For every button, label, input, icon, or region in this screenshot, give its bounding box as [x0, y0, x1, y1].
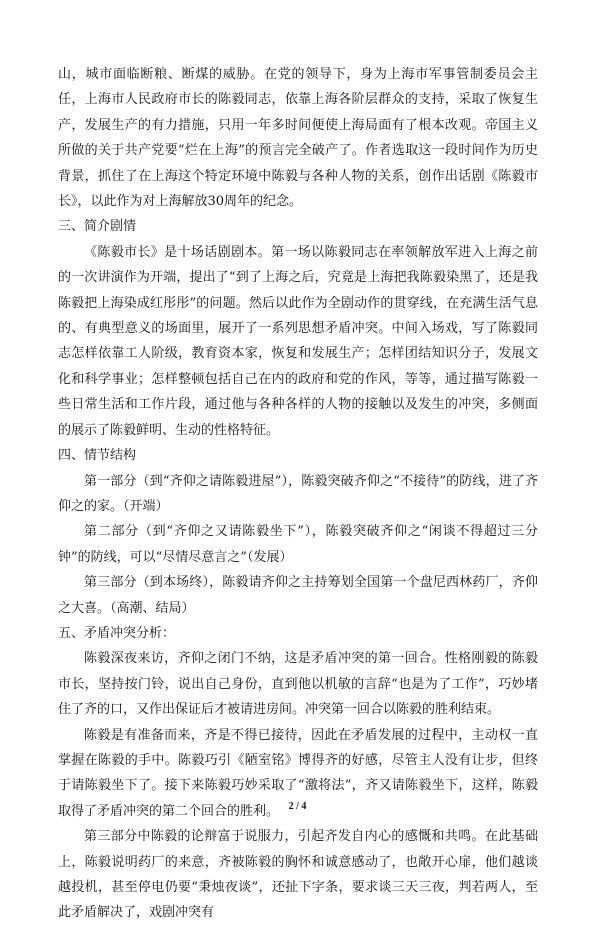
- section-heading-plot-summary: 三、简介剧情: [58, 219, 137, 235]
- paragraph-conflict-round-one: 陈毅深夜来访，齐仰之闭门不纳，这是矛盾冲突的第一回合。性格刚毅的陈毅市长，坚持按门铃，说出自己身份，直到他以机敏的言辞“也是为了工作”，巧妙堵住了齐的口，又作出保证后才被请进房间。冲突第一回合以陈毅的胜利结束。: [58, 651, 538, 718]
- page-number: 2 / 4: [288, 801, 307, 812]
- paragraph-conflict-round-two: 陈毅是有准备而来，齐是不得已接待，因此在矛盾发展的过程中，主动权一直掌握在陈毅的手中。陈毅巧引《陋室铭》博得齐的好感，尽管主人没有让步，但终于请陈毅坐下了。接下来陈毅巧妙采取了“激将法”，齐又请陈毅坐下，这样，陈毅取得了矛盾冲突的第二个回合的胜利。: [58, 727, 538, 819]
- section-heading-conflict-analysis: 五、矛盾冲突分析：: [58, 625, 176, 641]
- paragraph-part-one: 第一部分（到“齐仰之请陈毅进屋”），陈毅突破齐仰之“不接待”的防线，进了齐仰之的家。（开端）: [58, 473, 538, 514]
- paragraph-continuation: 山，城市面临断粮、断煤的威胁。在党的领导下，身为上海市军事管制委员会主任，上海市人民政府市长的陈毅同志，依靠上海各阶层群众的支持，采取了恢复生产，发展生产的有力措施，只用一年多时间便使上海局面有了根本改观。帝国主义所做的关于共产党要“烂在上海”的预言完全破产了。作者选取这一段时间作为历史背景，抓住了在上海这个特定环境中陈毅与各种人物的关系，创作出话剧《陈毅市长》，以此作为对上海解放30周年的纪念。: [58, 67, 538, 210]
- paragraph-part-three: 第三部分（到本场终），陈毅请齐仰之主持筹划全国第一个盘尼西林药厂，齐仰之大喜。（高潮、结局）: [58, 575, 538, 616]
- document-body: [58, 62, 538, 926]
- paragraph-part-two: 第二部分（到“齐仰之又请陈毅坐下”），陈毅突破齐仰之“闲谈不得超过三分钟”的防线，可以“尽情尽意言之”（发展）: [58, 524, 538, 565]
- paragraph-plot-summary: 《陈毅市长》是十场话剧剧本。第一场以陈毅同志在率领解放军进入上海之前的一次讲演作为开端，提出了“到了上海之后，究竟是上海把我陈毅染黑了，还是我陈毅把上海染成红彤彤”的问题。然后以此作为全剧动作的贯穿线，在充满生活气息的、有典型意义的场面里，展开了一系列思想矛盾冲突。中间入场戏，写了陈毅同志怎样依靠工人阶级，教育资本家，恢复和发展生产；怎样团结知识分子，发展文化和科学事业；怎样整顿包括自己在内的政府和党的作风，等等，通过描写陈毅一些日常生活和工作片段，通过他与各种各样的人物的接触以及发生的冲突，多侧面的展示了陈毅鲜明、生动的性格特征。: [58, 244, 538, 438]
- paragraph-conflict-round-three: 第三部分中陈毅的论辩富于说服力，引起齐发自内心的感慨和共鸣。在此基础上，陈毅说明药厂的来意，齐被陈毅的胸怀和诚意感动了，也敞开心扉，他们越谈越投机，甚至停电仍要“秉烛夜谈”，还扯下字条，要求谈三天三夜，判若两人，至此矛盾解决了，戏剧冲突有: [58, 829, 538, 921]
- section-heading-plot-structure: 四、情节结构: [58, 448, 137, 464]
